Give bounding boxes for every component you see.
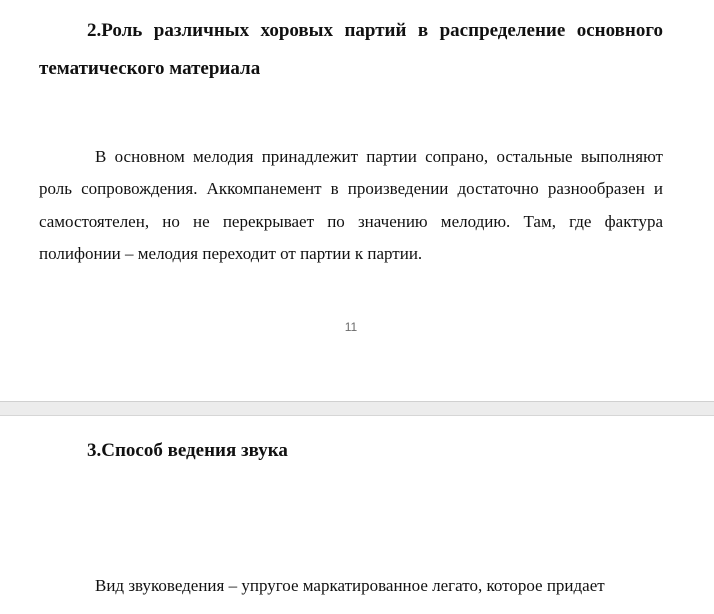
page-break-gap: [0, 401, 714, 416]
document-page: [0, 416, 714, 614]
section-heading: 3.Способ ведения звука: [87, 440, 288, 461]
section-heading: 2.Роль различных хоровых партий в распределение основного тематического материала: [39, 20, 663, 79]
body-paragraph: В основном мелодия принадлежит партии сопрано, остальные выполняют роль сопровождения. Аккомпанемент в произведении достаточно разнообразен и самостоятелен, но не перекрывает по значению мелодию. Там, где фактура полифонии – мелодия переходит от партии к партии.: [39, 147, 663, 263]
page-number: 11: [344, 320, 358, 334]
body-paragraph: Вид звуковедения – упругое маркатированное легато, которое придает: [95, 576, 605, 595]
